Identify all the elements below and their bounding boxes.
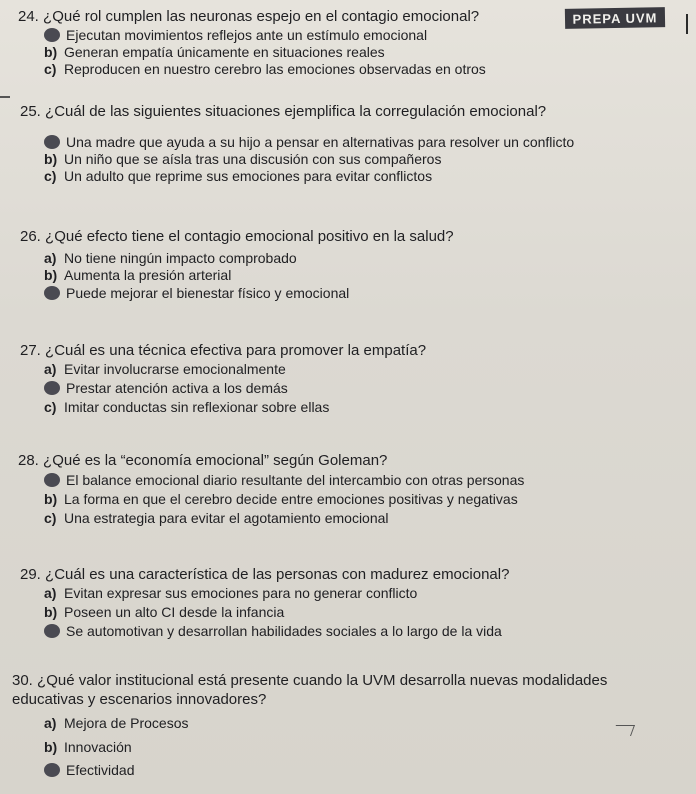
option-b[interactable]: Prestar atención activa a los demás [44,380,288,396]
option-b[interactable]: b) Generan empatía únicamente en situaciones reales [44,44,385,60]
selected-mark [44,763,60,777]
option-a[interactable]: a) Mejora de Procesos [44,715,189,731]
option-c[interactable]: Efectividad [44,762,134,778]
option-c[interactable]: c) Imitar conductas sin reflexionar sobre ellas [44,399,330,415]
option-b[interactable]: b) La forma en que el cerebro decide entre emociones positivas y negativas [44,491,518,507]
selected-mark [44,381,60,395]
question-stem: 29. ¿Cuál es una característica de las personas con madurez emocional? [20,566,510,583]
option-c[interactable]: Puede mejorar el bienestar físico y emocional [44,285,349,301]
option-a[interactable]: a) Evitar involucrarse emocionalmente [44,361,286,377]
option-b[interactable]: b) Aumenta la presión arterial [44,267,232,283]
option-a[interactable]: a) No tiene ningún impacto comprobado [44,250,297,266]
question-stem: 28. ¿Qué es la “economía emocional” según Goleman? [18,452,388,469]
selected-mark [44,135,60,149]
school-badge: PREPA UVM [565,7,665,29]
selected-mark [44,624,60,638]
option-b[interactable]: b) Un niño que se aísla tras una discusión con sus compañeros [44,151,442,167]
question-stem: 24. ¿Qué rol cumplen las neuronas espejo en el contagio emocional? [18,8,480,25]
question-stem: 27. ¿Cuál es una técnica efectiva para promover la empatía? [20,342,427,359]
option-c[interactable]: c) Un adulto que reprime sus emociones para evitar conflictos [44,168,433,184]
pen-mark [612,725,635,736]
option-b[interactable]: b) Innovación [44,739,132,755]
option-a[interactable]: Ejecutan movimientos reflejos ante un estímulo emocional [44,27,427,43]
selected-mark [44,473,60,487]
option-c[interactable]: Se automotivan y desarrollan habilidades sociales a lo largo de la vida [44,623,502,639]
option-c[interactable]: c) Una estrategia para evitar el agotamiento emocional [44,510,389,526]
pen-mark [0,96,10,98]
selected-mark [44,286,60,300]
option-b[interactable]: b) Poseen un alto CI desde la infancia [44,604,285,620]
question-stem: 25. ¿Cuál de las siguientes situaciones ejemplifica la corregulación emocional? [20,103,547,120]
question-stem-continued: educativas y escenarios innovadores? [12,691,267,708]
option-c[interactable]: c) Reproducen en nuestro cerebro las emociones observadas en otros [44,61,486,77]
option-a[interactable]: El balance emocional diario resultante del intercambio con otras personas [44,472,524,488]
question-stem: 26. ¿Qué efecto tiene el contagio emocional positivo en la salud? [20,228,454,245]
selected-mark [44,28,60,42]
option-a[interactable]: Una madre que ayuda a su hijo a pensar en alternativas para resolver un conflicto [44,134,574,150]
option-a[interactable]: a) Evitan expresar sus emociones para no generar conflicto [44,585,418,601]
pen-mark [686,14,688,34]
question-stem: 30. ¿Qué valor institucional está presente cuando la UVM desarrolla nuevas modalidades [12,672,608,689]
